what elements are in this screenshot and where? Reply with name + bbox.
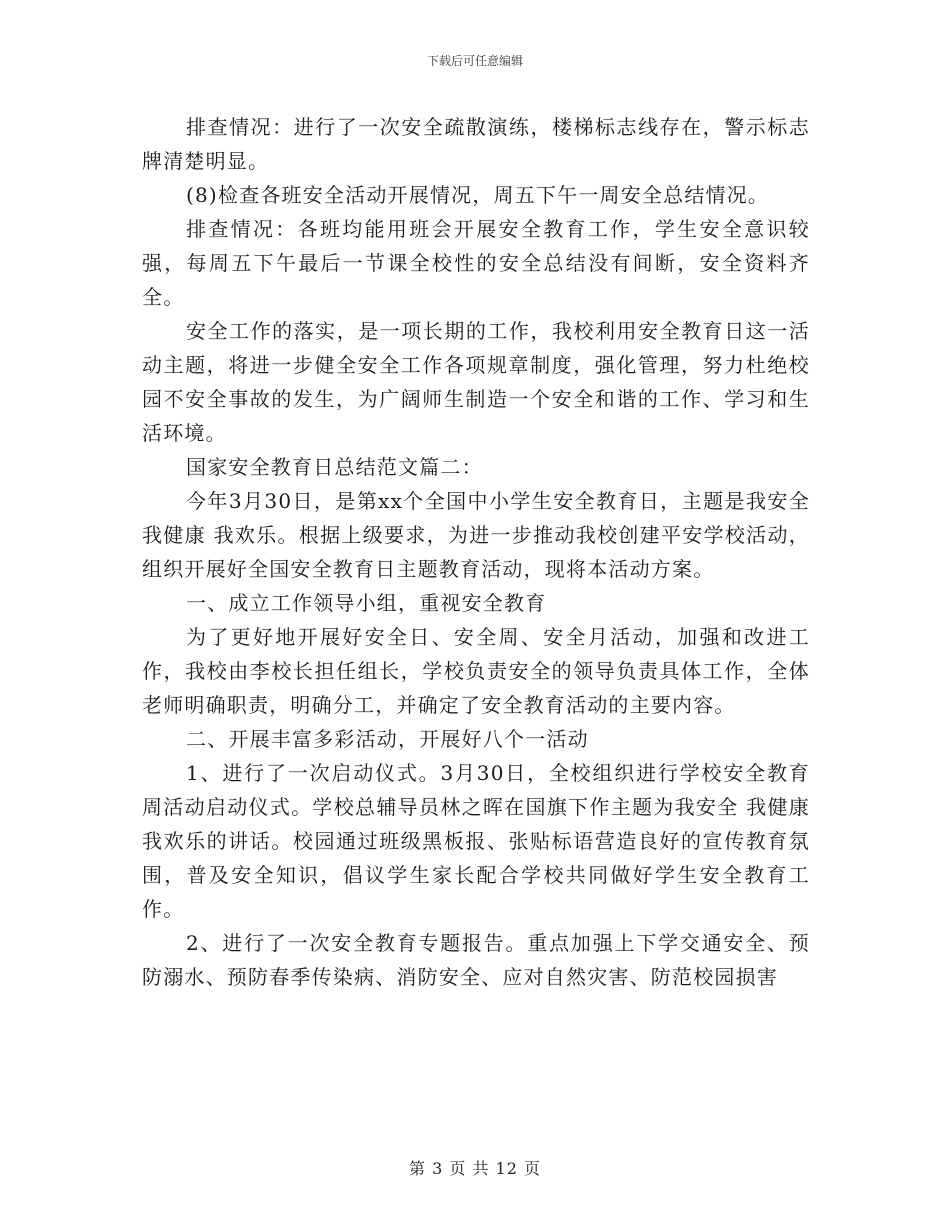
paragraph-4: 安全工作的落实，是一项长期的工作，我校利用安全教育日这一活动主题，将进一步健全安全工作各项规章制度，强化管理，努力杜绝校园不安全事故的发生，为广阔师生制造一个安全和谐的工作、学习和生活环境。 <box>142 319 810 445</box>
paragraph-11: 2、进行了一次安全教育专题报告。重点加强上下学交通安全、预防溺水、预防春季传染病、消防安全、应对自然灾害、防范校园损害 <box>142 931 810 989</box>
document-body <box>142 110 810 994</box>
page-number-footer: 第 3 页 共 12 页 <box>409 1159 541 1178</box>
section-heading-1: 一、成立工作领导小组，重视安全教育 <box>186 591 547 615</box>
section-heading-2: 二、开展丰富多彩活动，开展好八个一活动 <box>186 727 589 751</box>
paragraph-1: 排查情况：进行了一次安全疏散演练，楼梯标志线存在，警示标志牌清楚明显。 <box>142 115 810 173</box>
paragraph-6: 今年3月30日，是第xx个全国中小学生安全教育日，主题是我安全 我健康 我欢乐。根据上级要求，为进一步推动我校创建平安学校活动，组织开展好全国安全教育日主题教育活动，现将本活动方案。 <box>142 489 810 581</box>
page-header-note: 下载后可任意编辑 <box>426 54 523 68</box>
section-heading-article-two: 国家安全教育日总结范文篇二： <box>186 455 483 479</box>
paragraph-3: 排查情况：各班均能用班会开展安全教育工作，学生安全意识较强，每周五下午最后一节课全校性的安全总结没有间断，安全资料齐全。 <box>142 217 810 309</box>
paragraph-10: 1、进行了一次启动仪式。3月30日，全校组织进行学校安全教育周活动启动仪式。学校总辅导员林之晖在国旗下作主题为我安全 我健康 我欢乐的讲话。校园通过班级黑板报、张贴标语营造良好的宣传教育氛围，普及安全知识，倡议学生家长配合学校共同做好学生安全教育工作。 <box>142 761 810 921</box>
paragraph-2: (8)检查各班安全活动开展情况，周五下午一周安全总结情况。 <box>186 183 770 207</box>
paragraph-8: 为了更好地开展好安全日、安全周、安全月活动，加强和改进工作，我校由李校长担任组长，学校负责安全的领导负责具体工作，全体老师明确职责，明确分工，并确定了安全教育活动的主要内容。 <box>142 625 810 717</box>
